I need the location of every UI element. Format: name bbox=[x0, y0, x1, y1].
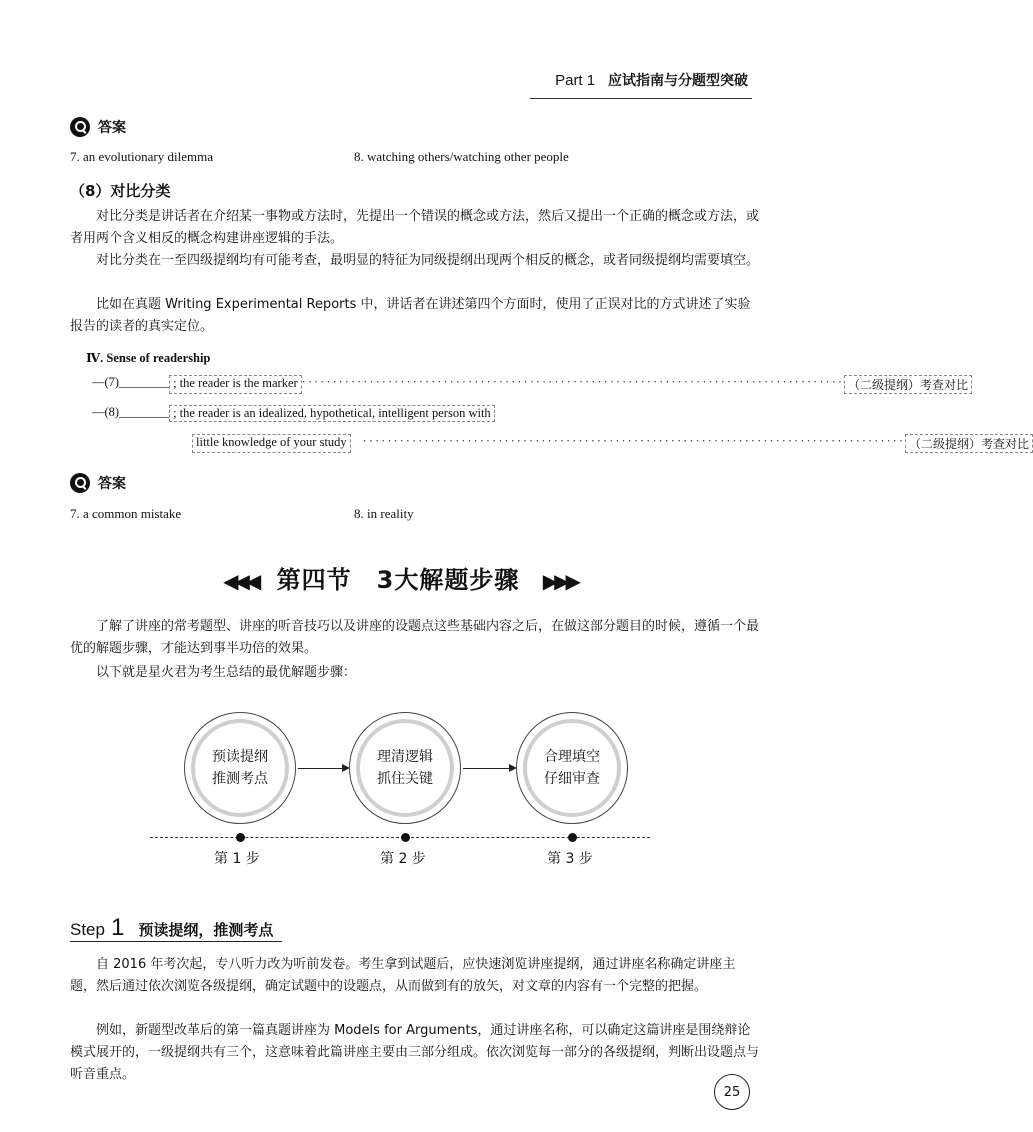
section-8-para-1: 对比分类是讲话者在介绍某一事物或方法时，先提出一个错误的概念或方法，然后又提出一个正确的概念或方法，或者用两个含义相反的概念构建讲座逻辑的手法。 bbox=[70, 209, 760, 246]
step-label-1: 第 1 步 bbox=[214, 851, 260, 867]
step-2-line-1: 理清逻辑 bbox=[377, 749, 433, 765]
outline-text-8: ; the reader is an idealized, hypothetical, intelligent person with bbox=[169, 405, 495, 422]
section-4-title-text: 第四节 3大解题步骤 bbox=[276, 566, 520, 594]
page-number: 25 bbox=[714, 1074, 750, 1110]
answer-label: 答案 bbox=[98, 476, 126, 492]
answer-heading-2 bbox=[70, 473, 126, 493]
timeline-dot-3 bbox=[568, 833, 577, 842]
magnifier-icon bbox=[70, 473, 90, 493]
outline-line-8b bbox=[192, 434, 1029, 453]
step-3-line-1: 合理填空 bbox=[544, 749, 600, 765]
step-number: 1 bbox=[110, 914, 125, 941]
section-4-title bbox=[0, 560, 800, 595]
step-1-para-1: 自 2016 年考次起，专八听力改为听前发卷。考生拿到试题后，应快速浏览讲座提纲，通过讲座名称确定讲座主题，然后通过依次浏览各级提纲，确定试题中的设题点，从而做到有的放矢，对文章的内容有一个完整的把握。 bbox=[70, 957, 736, 994]
running-header bbox=[555, 70, 748, 90]
section-4-para-2: 以下就是星火君为考生总结的最优解题步骤： bbox=[96, 665, 357, 680]
step-title: 预读提纲，推测考点 bbox=[138, 921, 274, 939]
timeline-dot-1 bbox=[236, 833, 245, 842]
blank-7: —(7)________ bbox=[92, 375, 170, 389]
header-title: 应试指南与分题型突破 bbox=[608, 73, 748, 89]
step-1-line-1: 预读提纲 bbox=[212, 749, 268, 765]
magnifier-icon bbox=[70, 117, 90, 137]
right-decoration: ▶▶▶ bbox=[542, 569, 577, 593]
step-3-line-2: 仔细审查 bbox=[544, 771, 600, 787]
part-label: Part 1 bbox=[555, 72, 596, 89]
leader-dots: ························································································ bbox=[362, 434, 905, 448]
step-1-para-2: 例如，新题型改革后的第一篇真题讲座为 Models for Arguments，通过讲座名称，可以确定这篇讲座是围绕辩论模式展开的，一级提纲共有三个，这意味着此篇讲座主要由三部分组成。依次浏览每一部分的各级提纲，判断出设题点与听音重点。 bbox=[70, 1023, 760, 1082]
section-8-para-2: 对比分类在一至四级提纲均有可能考查，最明显的特征为同级提纲出现两个相反的概念，或者同级提纲均需要填空。 bbox=[96, 253, 760, 268]
step-circle-1 bbox=[184, 712, 296, 824]
answer-label: 答案 bbox=[98, 120, 126, 136]
step-circle-2 bbox=[349, 712, 461, 824]
step-word: Step bbox=[70, 920, 105, 939]
step-label-2: 第 2 步 bbox=[380, 851, 426, 867]
outline-tag-8: （二级提纲）考查对比 bbox=[905, 434, 1033, 453]
answer-1-7: 7. an evolutionary dilemma bbox=[70, 149, 213, 164]
step-1-heading bbox=[70, 914, 273, 942]
timeline-dot-2 bbox=[401, 833, 410, 842]
step-label-3: 第 3 步 bbox=[547, 851, 593, 867]
section-8-para-3: 比如在真题 Writing Experimental Reports 中，讲话者在讲述第四个方面时，使用了正误对比的方式讲述了实验报告的读者的真实定位。 bbox=[70, 297, 751, 334]
blank-8: —(8)________ bbox=[92, 405, 170, 419]
answer-2-7: 7. a common mistake bbox=[70, 506, 182, 521]
outline-text-8b: little knowledge of your study bbox=[192, 434, 351, 453]
outline-tag-7: （二级提纲）考查对比 bbox=[844, 375, 972, 394]
answer-2-8: 8. in reality bbox=[354, 506, 414, 521]
left-decoration: ◀◀◀ bbox=[223, 569, 258, 593]
outline-text-7: ; the reader is the marker bbox=[169, 375, 302, 394]
step-2-line-2: 抓住关键 bbox=[377, 771, 433, 787]
step-1-line-2: 推测考点 bbox=[212, 771, 268, 787]
arrow-1 bbox=[298, 768, 348, 769]
arrow-2 bbox=[463, 768, 515, 769]
outline-line-7 bbox=[92, 375, 968, 394]
step-heading-underline bbox=[70, 941, 282, 942]
answer-heading-1 bbox=[70, 117, 126, 137]
answer-1-8: 8. watching others/watching other people bbox=[354, 149, 569, 164]
leader-dots: ························································································ bbox=[301, 375, 844, 389]
outline-line-8 bbox=[92, 405, 495, 422]
section-8-heading: （8）对比分类 bbox=[70, 182, 171, 200]
header-rule bbox=[530, 98, 752, 99]
section-4-para-1: 了解了讲座的常考题型、讲座的听音技巧以及讲座的设题点这些基础内容之后，在做这部分题目的时候，遵循一个最优的解题步骤，才能达到事半功倍的效果。 bbox=[70, 619, 760, 656]
outline-title: Ⅳ. Sense of readership bbox=[86, 351, 211, 365]
step-circle-3 bbox=[516, 712, 628, 824]
